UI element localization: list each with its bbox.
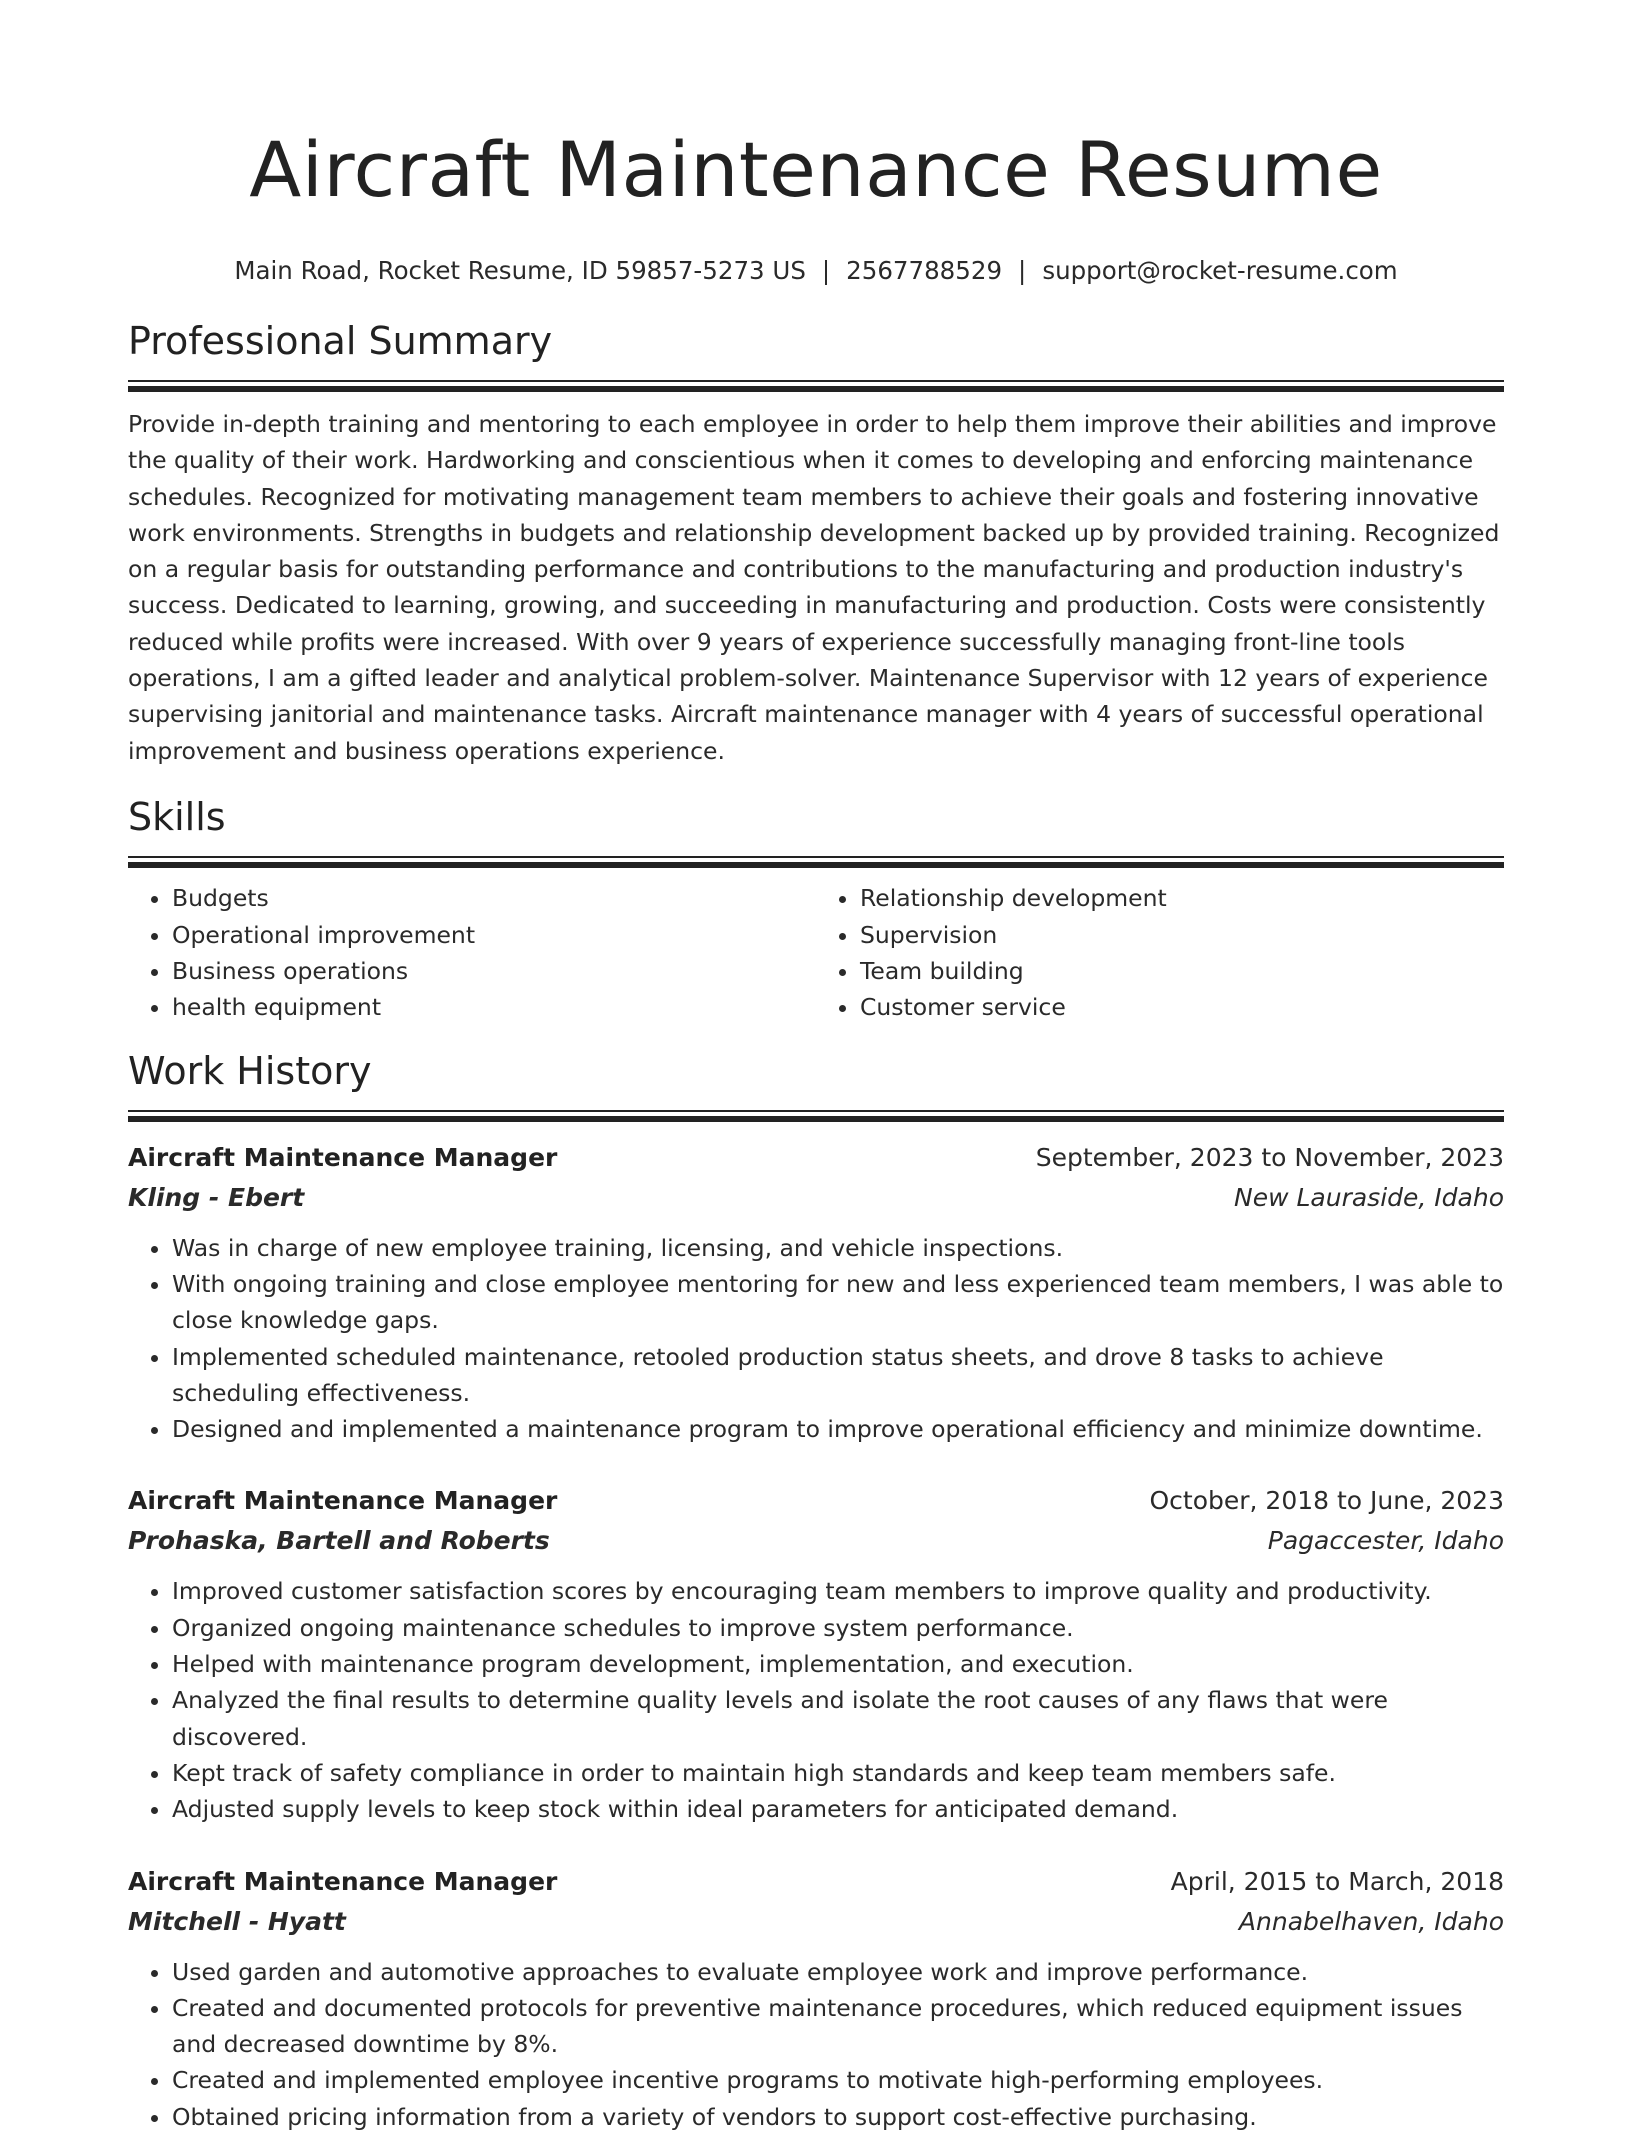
skills-section: [128, 792, 1504, 1025]
job-bullet: • Analyzed the final results to determine quality levels and isolate the root causes of any flaws that were discovered.: [172, 1682, 1504, 1755]
contact-line: [128, 254, 1504, 288]
contact-phone: 2567788529: [846, 256, 1003, 285]
skill-item: • Team building: [860, 953, 1504, 989]
job-bullet: • Organized ongoing maintenance schedules to improve system performance.: [172, 1610, 1504, 1646]
job-bullet: • Used garden and automotive approaches to evaluate employee work and improve performance.: [172, 1954, 1504, 1990]
summary-heading: Professional Summary: [128, 319, 553, 363]
job-bullet: • Kept track of safety compliance in order to maintain high standards and keep team members safe.: [172, 1755, 1504, 1791]
section-divider: [128, 380, 1504, 392]
job-bullet: • Helped with maintenance program development, implementation, and execution.: [172, 1646, 1504, 1682]
job-bullet: • Obtained pricing information from a variety of vendors to support cost-effective purchasing.: [172, 2099, 1504, 2135]
contact-email: support@rocket-resume.com: [1042, 256, 1398, 285]
job-bullet: • Designed and implemented a maintenance program to improve operational efficiency and minimize downtime.: [172, 1411, 1504, 1447]
job-bullets: [128, 1954, 1504, 2135]
job-bullet: • Created and implemented employee incentive programs to motivate high-performing employees.: [172, 2062, 1504, 2098]
skill-item: • health equipment: [172, 989, 816, 1025]
job-bullet: • Implemented scheduled maintenance, retooled production status sheets, and drove 8 tasks to achieve scheduling effectiveness.: [172, 1339, 1504, 1412]
resume-title: Aircraft Maintenance Resume: [249, 125, 1383, 214]
resume-page: [128, 0, 1504, 2135]
skill-item: • Relationship development: [860, 880, 1504, 916]
skills-heading: Skills: [128, 795, 226, 840]
job-title: Aircraft Maintenance Manager: [128, 1142, 558, 1172]
skill-item: • Customer service: [860, 989, 1504, 1025]
skill-item: • Supervision: [860, 917, 1504, 953]
work-section: [128, 1046, 1504, 2135]
job-bullet: • Created and documented protocols for preventive maintenance procedures, which reduced equipment issues and decreased downtime by 8%.: [172, 1990, 1504, 2063]
job-entry: [128, 1481, 1504, 1827]
section-divider: [128, 1110, 1504, 1122]
job-title: Aircraft Maintenance Manager: [128, 1866, 558, 1896]
job-entry: [128, 1138, 1504, 1448]
section-divider: [128, 856, 1504, 868]
skill-item: • Budgets: [172, 880, 816, 916]
job-bullet: • Was in charge of new employee training, licensing, and vehicle inspections.: [172, 1230, 1504, 1266]
job-dates: September, 2023 to November, 2023: [1035, 1142, 1504, 1172]
job-bullets: [128, 1230, 1504, 1448]
skills-list: [128, 880, 1504, 1025]
summary-section: [128, 316, 1504, 769]
job-bullet: • Improved customer satisfaction scores by encouraging team members to improve quality and productivity.: [172, 1573, 1504, 1609]
job-entry: [128, 1862, 1504, 2135]
job-company: Kling - Ebert: [128, 1182, 305, 1212]
contact-separator: |: [1018, 256, 1027, 285]
work-heading: Work History: [128, 1048, 372, 1093]
skill-item: • Operational improvement: [172, 917, 816, 953]
job-location: Pagaccester, Idaho: [1267, 1526, 1504, 1556]
job-bullet: • With ongoing training and close employee mentoring for new and less experienced team members, I was able to close knowledge gaps.: [172, 1266, 1504, 1339]
skill-item: • Business operations: [172, 953, 816, 989]
skills-column-right: [816, 880, 1504, 1025]
skills-column-left: [128, 880, 816, 1025]
job-company: Mitchell - Hyatt: [128, 1906, 346, 1936]
job-location: Annabelhaven, Idaho: [1238, 1906, 1504, 1936]
job-bullets: [128, 1573, 1504, 1827]
job-company: Prohaska, Bartell and Roberts: [128, 1526, 550, 1556]
contact-separator: |: [821, 256, 831, 285]
job-dates: April, 2015 to March, 2018: [1170, 1866, 1504, 1896]
job-title: Aircraft Maintenance Manager: [128, 1486, 558, 1516]
job-bullet: • Adjusted supply levels to keep stock within ideal parameters for anticipated demand.: [172, 1791, 1504, 1827]
job-location: New Lauraside, Idaho: [1234, 1182, 1504, 1212]
summary-text: Provide in-depth training and mentoring to each employee in order to help them improve their abilities and improve the quality of their work. Hardworking and conscientious when it comes to developing and enforcing maintenance schedules. Recognized for motivating management team members to achieve their goals and fostering innovative work environments. Strengths in budgets and relationship development backed up by provided training. Recognized on a regular basis for outstanding performance and contributions to the manufacturing and production industry's success. Dedicated to learning, growing, and succeeding in manufacturing and production. Costs were consistently reduced while profits were increased. With over 9 years of experience successfully managing front-line tools operations, I am a gifted leader and analytical problem-solver. Maintenance Supervisor with 12 years of experience supervising janitorial and maintenance tasks. Aircraft maintenance manager with 4 years of successful operational improvement and business operations experience.: [128, 410, 1500, 765]
job-dates: October, 2018 to June, 2023: [1149, 1486, 1504, 1516]
contact-address: Main Road, Rocket Resume, ID 59857-5273 US: [234, 256, 806, 285]
